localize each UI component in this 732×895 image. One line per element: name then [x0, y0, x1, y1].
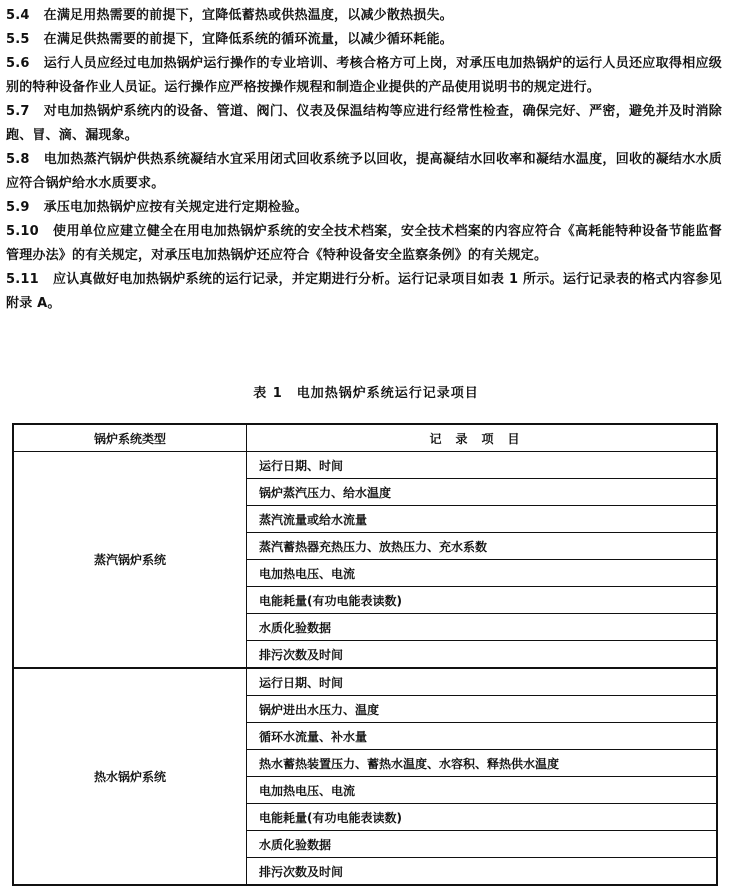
table-body [13, 452, 717, 886]
record-item-cell: 电加热电压、电流 [247, 777, 718, 804]
clause-paragraph [6, 4, 722, 28]
clause-text: 应认真做好电加热锅炉系统的运行记录，并定期进行分析。运行记录项目如表 1 所示。运行记录表的格式内容参见附录 A。 [6, 272, 722, 311]
clause-text: 电加热蒸汽锅炉供热系统凝结水宜采用闭式回收系统予以回收，提高凝结水回收率和凝结水温度，回收的凝结水水质应符合锅炉给水水质要求。 [6, 152, 722, 191]
clause-paragraph [6, 268, 722, 316]
record-item-cell: 排污次数及时间 [247, 641, 718, 669]
header-record-items: 记录项目 [247, 424, 718, 452]
record-item-cell: 水质化验数据 [247, 831, 718, 858]
record-item-cell: 运行日期、时间 [247, 452, 718, 479]
clause-number: 5.5 [6, 32, 30, 47]
clause-list [6, 4, 722, 316]
clause-number: 5.9 [6, 200, 30, 215]
clause-number: 5.4 [6, 8, 30, 23]
record-item-cell: 循环水流量、补水量 [247, 723, 718, 750]
clause-paragraph [6, 100, 722, 148]
clause-paragraph [6, 220, 722, 268]
clause-text: 运行人员应经过电加热锅炉运行操作的专业培训、考核合格方可上岗，对承压电加热锅炉的运行人员还应取得相应级别的特种设备作业人员证。运行操作应严格按操作规程和制造企业提供的产品使用说明书的规定进行。 [6, 56, 722, 95]
table-header-row [13, 424, 717, 452]
clause-number: 5.11 [6, 272, 39, 287]
clause-paragraph [6, 28, 722, 52]
clause-paragraph [6, 148, 722, 196]
clause-number: 5.6 [6, 56, 30, 71]
record-item-cell: 蒸汽蓄热器充热压力、放热压力、充水系数 [247, 533, 718, 560]
clause-paragraph [6, 196, 722, 220]
clause-number: 5.7 [6, 104, 30, 119]
record-item-cell: 热水蓄热装置压力、蓄热水温度、水容积、释热供水温度 [247, 750, 718, 777]
clause-text: 使用单位应建立健全在用电加热锅炉系统的安全技术档案，安全技术档案的内容应符合《高耗能特种设备节能监督管理办法》的有关规定，对承压电加热锅炉还应符合《特种设备安全监察条例》的有关规定。 [6, 224, 722, 263]
record-item-cell: 锅炉进出水压力、温度 [247, 696, 718, 723]
record-item-cell: 电加热电压、电流 [247, 560, 718, 587]
clause-paragraph [6, 52, 722, 100]
table-row [13, 452, 717, 479]
clause-text: 在满足用热需要的前提下，宜降低蓄热或供热温度，以减少散热损失。 [43, 8, 453, 23]
record-item-cell: 电能耗量(有功电能表读数) [247, 587, 718, 614]
record-item-cell: 电能耗量(有功电能表读数) [247, 804, 718, 831]
record-item-cell: 排污次数及时间 [247, 858, 718, 886]
system-type-cell: 蒸汽锅炉系统 [13, 452, 247, 669]
record-item-cell: 水质化验数据 [247, 614, 718, 641]
system-type-cell: 热水锅炉系统 [13, 668, 247, 885]
records-table [12, 423, 718, 886]
record-item-cell: 运行日期、时间 [247, 668, 718, 696]
clause-text: 承压电加热锅炉应按有关规定进行定期检验。 [43, 200, 308, 215]
clause-text: 对电加热锅炉系统内的设备、管道、阀门、仪表及保温结构等应进行经常性检查，确保完好、严密，避免并及时消除跑、冒、滴、漏现象。 [6, 104, 722, 143]
record-item-cell: 蒸汽流量或给水流量 [247, 506, 718, 533]
clause-number: 5.10 [6, 224, 39, 239]
clause-text: 在满足供热需要的前提下，宜降低系统的循环流量，以减少循环耗能。 [43, 32, 453, 47]
record-item-cell: 锅炉蒸汽压力、给水温度 [247, 479, 718, 506]
table-title: 表 1 电加热锅炉系统运行记录项目 [253, 386, 479, 401]
clause-number: 5.8 [6, 152, 30, 167]
header-system-type: 锅炉系统类型 [13, 424, 247, 452]
table-row [13, 668, 717, 696]
